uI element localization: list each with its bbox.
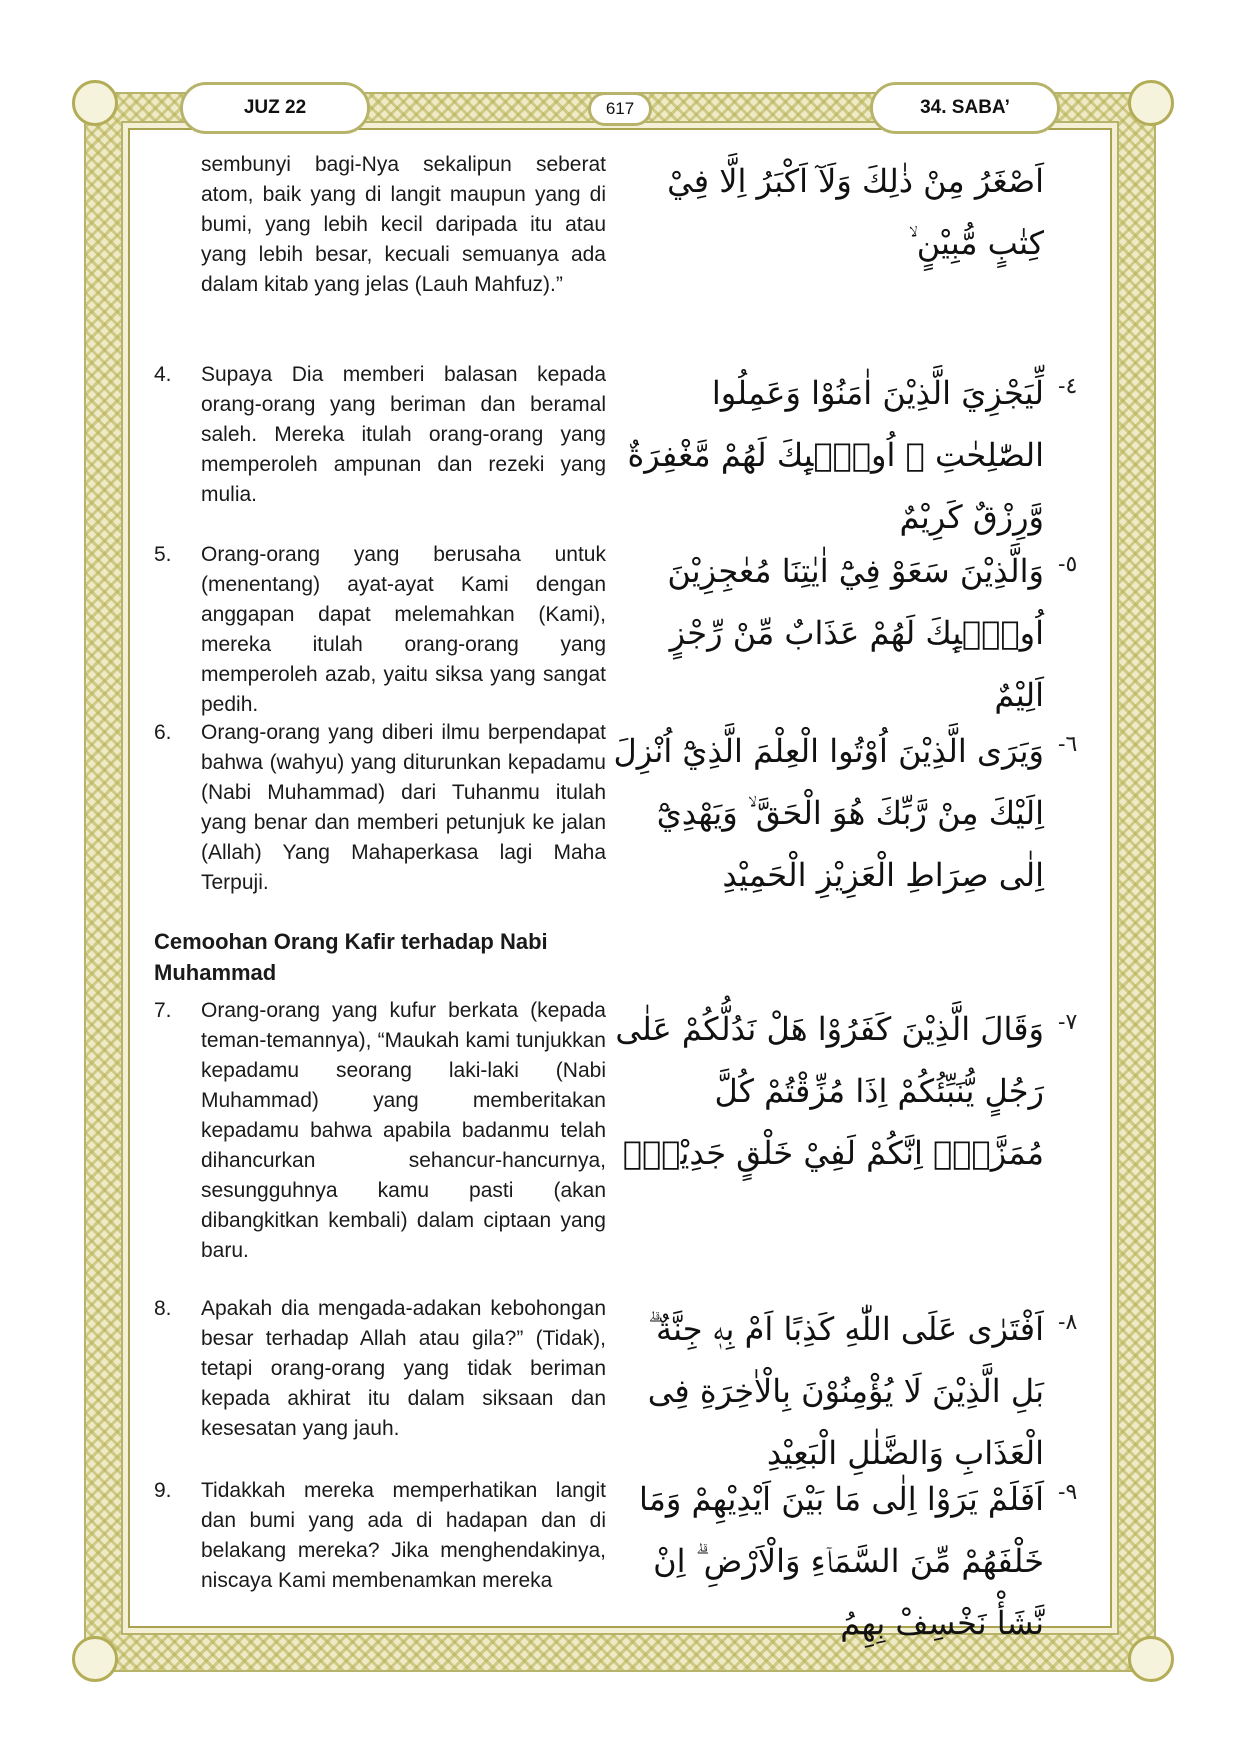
verse-number: 6. [154,721,172,744]
verse-8-arabic: اَفْتَرٰى عَلَى اللّٰهِ كَذِبًا اَمْ بِهٖ جِنَّةٌ ۗ بَلِ الَّذِيْنَ لَا يُؤْمِنُوْنَ بِالْاٰخِرَةِ فِى الْعَذَابِ وَالضَّلٰلِ الْبَعِيْدِ [647,1310,1044,1472]
section-heading: Cemoohan Orang Kafir terhadap Nabi Muhammad [154,929,548,985]
verse-number: 9. [154,1479,172,1502]
verse-6-arabic-number: -٦ [1058,732,1078,757]
verse-4-arabic: لِّيَجْزِيَ الَّذِيْنَ اٰمَنُوْا وَعَمِلُوا الصّٰلِحٰتِ ۗ اُولٰۤىِٕكَ لَهُمْ مَّغْفِرَةٌ وَّرِزْقٌ كَرِيْمٌ [627,374,1044,536]
verse-7-arabic-number: -٧ [1058,1010,1078,1035]
verse-9-translation: 9. Tidakkah mereka memperhatikan langit dan bumi yang ada di hadapan dan di belakang mereka? Jika menghendakinya, niscaya Kami membenamkan mereka [154,1476,606,1596]
verse-9-arabic: اَفَلَمْ يَرَوْا اِلٰى مَا بَيْنَ اَيْدِيْهِمْ وَمَا خَلْفَهُمْ مِّنَ السَّمَاۤءِ وَالْاَرْضِ ۗ اِنْ نَّشَأْ نَخْسِفْ بِهِمُ [638,1480,1044,1642]
verse-4-translation: 4. Supaya Dia memberi balasan kepada orang-orang yang beriman dan beramal saleh. Mereka itulah orang-orang yang memperoleh ampunan dan rezeki yang mulia. [154,360,606,510]
juz-label: JUZ 22 [180,82,370,134]
verse-6-translation: 6. Orang-orang yang diberi ilmu berpendapat bahwa (wahyu) yang diturunkan kepadamu (Nabi Muhammad) dari Tuhanmu itulah yang benar dan memberi petunjuk ke jalan (Allah) Yang Mahaperkasa lagi Maha Terpuji. [154,718,606,898]
corner-ornament [1128,80,1174,126]
corner-ornament [72,1636,118,1682]
verse-number: 7. [154,999,172,1022]
verse-5-arabic-number: -٥ [1058,552,1078,577]
verse-5-translation: 5. Orang-orang yang berusaha untuk (menentang) ayat-ayat Kami dengan anggapan dapat melemahkan (Kami), mereka itulah orang-orang yang memperoleh azab, yaitu siksa yang sangat pedih. [154,540,606,720]
corner-ornament [1128,1636,1174,1682]
verse-6-arabic: وَيَرَى الَّذِيْنَ اُوْتُوا الْعِلْمَ الَّذِيْٓ اُنْزِلَ اِلَيْكَ مِنْ رَّبِّكَ هُوَ الْحَقَّ ۙ وَيَهْدِيْٓ اِلٰى صِرَاطِ الْعَزِيْزِ الْحَمِيْدِ [613,732,1044,894]
surah-label: 34. SABA’ [870,82,1060,134]
verse-7-translation: 7. Orang-orang yang kufur berkata (kepada teman-temannya), “Maukah kami tunjukkan kepadamu seorang laki-laki (Nabi Muhammad) yang memberitakan kepadamu bahwa apabila badanmu telah dihancurkan sehancur-hancurnya, sesungguhnya kamu pasti (akan dibangkitkan kembali) dalam ciptaan yang baru. [154,996,606,1266]
arabic-continuation: اَصْغَرُ مِنْ ذٰلِكَ وَلَآ اَكْبَرُ اِلَّا فِيْ كِتٰبٍ مُّبِيْنٍ ۙ [667,162,1044,262]
verse-7-arabic: وَقَالَ الَّذِيْنَ كَفَرُوْا هَلْ نَدُلُّكُمْ عَلٰى رَجُلٍ يُّنَبِّئُكُمْ اِذَا مُزِّقْتُمْ كُلَّ مُمَزَّقٍۙ اِنَّكُمْ لَفِيْ خَلْقٍ جَدِيْدٍۚ [615,1010,1044,1172]
verse-8-arabic-number: -٨ [1058,1310,1078,1335]
verse-8-translation: 8. Apakah dia mengada-adakan kebohongan besar terhadap Allah atau gila?” (Tidak), tetapi orang-orang yang tidak beriman kepada akhirat itu dalam siksaan dan kesesatan yang jauh. [154,1294,606,1444]
corner-ornament [72,80,118,126]
verse-5-arabic: وَالَّذِيْنَ سَعَوْ فِيْٓ اٰيٰتِنَا مُعٰجِزِيْنَ اُولٰۤىِٕكَ لَهُمْ عَذَابٌ مِّنْ رِّجْزٍ اَلِيْمٌ [667,552,1044,714]
verse-4-arabic-number: -٤ [1058,374,1078,399]
verse-9-arabic-number: -٩ [1058,1480,1078,1505]
verse-number: 8. [154,1297,172,1320]
verse-number: 4. [154,363,172,386]
verse-number: 5. [154,543,172,566]
page-number: 617 [588,92,652,126]
continuation-text: sembunyi bagi-Nya sekalipun seberat atom, baik yang di langit maupun yang di bumi, yang lebih kecil daripada itu atau yang lebih besar, kecuali semuanya ada dalam kitab yang jelas (Lauh Mahfuz).” [201,153,606,296]
